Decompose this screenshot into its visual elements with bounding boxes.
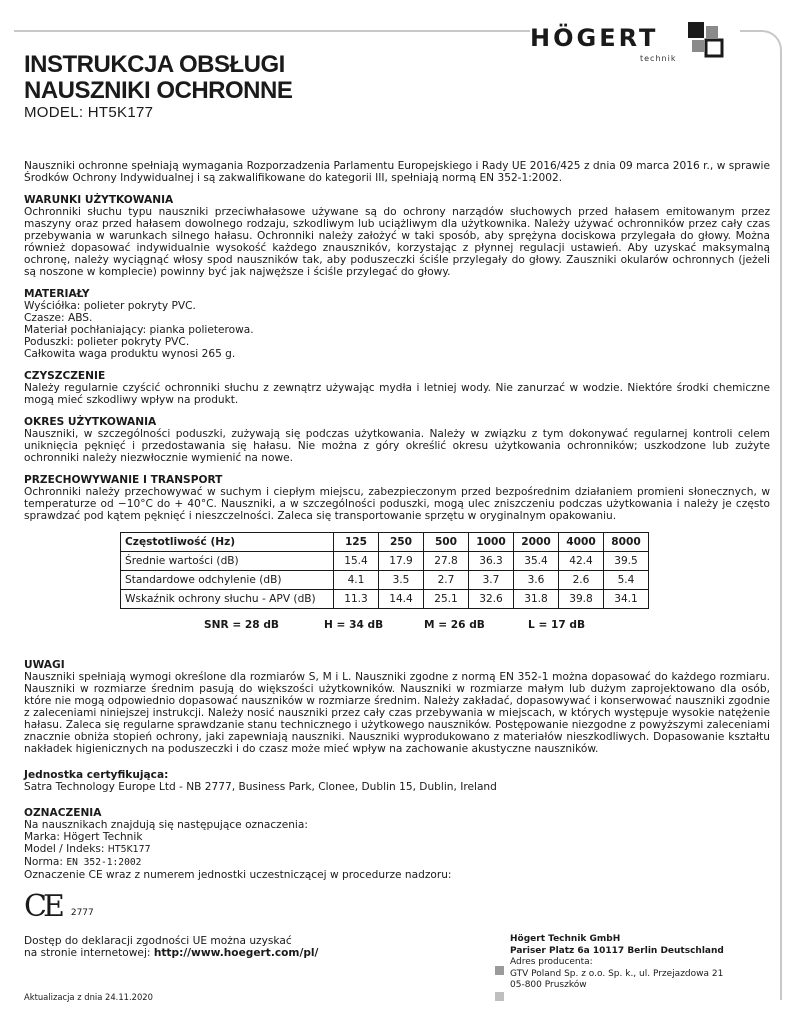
table-header-cell: 2000 (514, 533, 559, 552)
section-materialy (24, 288, 770, 360)
section-heading: Jednostka certyfikująca: (24, 769, 169, 781)
table-cell: 17.9 (379, 552, 424, 571)
table-cell: 14.4 (379, 590, 424, 609)
brand-name: HÖGERT (530, 24, 659, 52)
producer-label: Adres producenta: (510, 957, 593, 967)
section-heading: UWAGI (24, 659, 65, 671)
table-header-cell: 125 (334, 533, 379, 552)
table-cell: 31.8 (514, 590, 559, 609)
intro-paragraph: Nauszniki ochronne spełniają wymagania Rozporzadzenia Parlamentu Europejskiego i Rady UE 2016/425 z dnia 09 marca 2016 r., w sprawie Środków Ochrony Indywidualnej i są zakwalifikowane do kategorii III, spełniają normą EN 352-1:2002. (24, 160, 770, 184)
marking-model (24, 843, 770, 856)
table-cell: 35.4 (514, 552, 559, 571)
table-cell: 5.4 (604, 571, 649, 590)
section-przechowywanie (24, 474, 770, 522)
table-cell: 2.7 (424, 571, 469, 590)
table-cell: 27.8 (424, 552, 469, 571)
section-okres (24, 416, 770, 464)
table-cell: 2.6 (559, 571, 604, 590)
material-line: Wyściółka: polieter pokryty PVC. (24, 300, 196, 312)
table-cell: 39.5 (604, 552, 649, 571)
material-line: Czasze: ABS. (24, 312, 93, 324)
material-line: Poduszki: polieter pokryty PVC. (24, 336, 190, 348)
producer-line-1: GTV Poland Sp. z o.o. Sp. k., ul. Przejazdowa 21 (510, 968, 724, 979)
table-cell: 3.5 (379, 571, 424, 590)
m-value: M = 26 dB (424, 619, 485, 631)
section-czyszczenie (24, 370, 770, 406)
section-jednostka (24, 769, 770, 793)
table-header-cell: 250 (379, 533, 424, 552)
l-value: L = 17 dB (528, 619, 586, 631)
section-heading: MATERIAŁY (24, 288, 90, 300)
marking-norm-value: EN 352-1:2002 (66, 857, 142, 868)
marking-norm (24, 856, 770, 869)
table-header-cell: 500 (424, 533, 469, 552)
section-uwagi (24, 659, 770, 755)
table-row (121, 590, 649, 609)
title-line-2: NAUSZNIKI OCHRONNE (24, 77, 293, 104)
section-heading: OZNACZENIA (24, 807, 102, 819)
table-header-cell: Częstotliwość (Hz) (121, 533, 334, 552)
title-line-1: INSTRUKCJA OBSŁUGI (24, 51, 285, 78)
table-cell: 11.3 (334, 590, 379, 609)
company-name: Högert Technik GmbH (510, 934, 621, 944)
brand-sub: technik (640, 54, 677, 63)
section-text: Ochronniki słuchu typu nauszniki przeciwhałasowe używane są do ochrony narządów słuchowych przed hałasem emitowanym przez maszyny oraz przed hałasem dowolnego rodzaju, szkodliwym lub uciążliwym dla użytkownika. Należy używać ochronników przez cały czas przebywania w warunkach silnego hałasu. Ochronniki należy założyć w taki sposób, aby sprężyna dociskowa przylegała do głowy. Można również dopasować indywidualnie wysokość każdego znausznikóv, korzystając z płynnej regulacji ustawień. Aby uzyskać maksymalną ochronę, należy wyciągnąć włosy spod nauszników tak, aby poduszeczki ściśle przylegały do głowy. Zauszniki okularów ochronnych (jeżeli są noszone w komplecie) powinny być jak najwęższe i ściśle przylegać do głowy. (24, 206, 770, 278)
document-body (24, 160, 770, 959)
table-cell: 15.4 (334, 552, 379, 571)
table-header-cell: 4000 (559, 533, 604, 552)
h-value: H = 34 dB (324, 619, 384, 631)
table-cell: 39.8 (559, 590, 604, 609)
section-text: Należy regularnie czyścić ochronniki słuchu z zewnątrz używając mydła i letniej wody. Nie zanurzać w wodzie. Niektóre środki chemiczne mogą mieć szkodliwy wpływ na produkt. (24, 382, 770, 406)
hogert-squares-icon (688, 22, 724, 58)
section-text: Ochronniki należy przechowywać w suchym i ciepłym miejscu, zabezpieczonym przed bezpośrednim działaniem promieni słonecznych, w temperaturze od −10°C do + 40°C. Nauszniki, a w szczególności poduszki, mogą ulec zniszczeniu podczas użytkowania i należy je często sprawdzać pod kątem pęknięć i nieszczelności. Zaleca się transportowanie sprzętu w oryginalnym opakowaniu. (24, 486, 770, 522)
model-heading: MODEL: HT5K177 (24, 104, 154, 121)
section-heading: PRZECHOWYWANIE I TRANSPORT (24, 474, 223, 486)
table-header-cell: 8000 (604, 533, 649, 552)
declaration-line-1: Dostęp do deklaracji zgodności UE można uzyskać (24, 935, 292, 947)
square-bullet-icon (495, 992, 504, 1001)
marking-norm-label: Norma: (24, 856, 67, 868)
table-cell: 25.1 (424, 590, 469, 609)
section-text: Na nausznikach znajdują się następujące oznaczenia: (24, 819, 308, 831)
ce-marking (24, 891, 770, 923)
table-row (121, 552, 649, 571)
section-heading: CZYSZCZENIE (24, 370, 106, 382)
section-text: Nauszniki spełniają wymogi określone dla rozmiarów S, M i L. Nauszniki zgodne z normą EN 352-1 można dopasować do każdego rozmiaru. Nauszniki w rozmiarze średnim pasują do większości użytkowników. Nauszniki w rozmiarze małym lub dużym zaprojektowano dla osób, które nie mogą odpowiednio dopasować nauszników w rozmiarze średnim. Należy zakładać, dopasowywać i konserwować nauszniki zgodnie z zaleceniami niniejszej instrukcji. Należy nosić nauszniki przez cały czas przebywania w miejscach, w których występuje wysokie natężenie hałasu. Zaleca się regularne sprawdzanie stanu technicznego i użytkowego nauszników. Postępowanie niezgodne z powyższymi zaleceniami znacznie obniża stopień ochrony, jaki zapewniają nauszniki. Nauszniki wyprodukowano z materiałów nieszkodliwych. Dopasowanie kształtu nakładek higienicznych na poduszeczki i do czasz może mieć wpływ na zachowanie akustyczne nauszników. (24, 671, 770, 755)
table-header-row (121, 533, 649, 552)
declaration-url-link[interactable]: http://www.hoegert.com/pl/ (153, 947, 319, 959)
table-row (121, 571, 649, 590)
notified-body-number: 2777 (70, 908, 94, 918)
section-heading: OKRES UŻYTKOWANIA (24, 416, 157, 428)
ce-mark-icon: CE (24, 889, 61, 924)
marking-model-label: Model / Indeks: (24, 843, 108, 855)
table-cell: 34.1 (604, 590, 649, 609)
material-line: Całkowita waga produktu wynosi 265 g. (24, 348, 236, 360)
table-cell: Średnie wartości (dB) (121, 552, 334, 571)
table-cell: 36.3 (469, 552, 514, 571)
table-header-cell: 1000 (469, 533, 514, 552)
page-title (24, 52, 292, 104)
snr-value: SNR = 28 dB (204, 619, 279, 631)
material-line: Materiał pochłaniający: pianka polieterowa. (24, 324, 254, 336)
declaration-prefix: na stronie internetowej: (24, 947, 154, 959)
section-oznaczenia (24, 807, 770, 881)
attenuation-ratings (204, 619, 770, 631)
table-cell: 4.1 (334, 571, 379, 590)
producer-line-2: 05-800 Pruszków (510, 980, 587, 990)
update-date: Aktualizacja z dnia 24.11.2020 (24, 992, 153, 1002)
marking-ce-line: Oznaczenie CE wraz z numerem jednostki uczestniczącej w procedurze nadzoru: (24, 869, 452, 881)
company-street: Pariser Platz 6a 10117 Berlin Deutschland (510, 945, 724, 956)
table-cell: Standardowe odchylenie (dB) (121, 571, 334, 590)
brand-logo (530, 14, 740, 64)
section-text: Nauszniki, w szczególności poduszki, zużywają się podczas użytkowania. Należy w związku z tym dokonywać regularnej kontroli celem uniknięcia pęknięć i przedostawania się hałasu. Nie można z góry określić okresu użytkowania ochronników; uszkodzone lub zużyte ochronniki należy niezwłocznie wymienić na nowe. (24, 428, 770, 464)
section-warunki (24, 194, 770, 278)
section-text: Satra Technology Europe Ltd - NB 2777, Business Park, Clonee, Dublin 15, Dublin, Ireland (24, 781, 497, 793)
section-heading: WARUNKI UŻYTKOWANIA (24, 194, 174, 206)
table-cell: 42.4 (559, 552, 604, 571)
table-cell: Wskaźnik ochrony słuchu - APV (dB) (121, 590, 334, 609)
square-bullet-icon (495, 966, 504, 975)
table-cell: 3.7 (469, 571, 514, 590)
marking-brand: Marka: Högert Technik (24, 831, 143, 843)
marking-model-value: HT5K177 (107, 844, 151, 855)
address-block (510, 934, 780, 992)
table-cell: 3.6 (514, 571, 559, 590)
attenuation-table (120, 532, 649, 609)
table-cell: 32.6 (469, 590, 514, 609)
